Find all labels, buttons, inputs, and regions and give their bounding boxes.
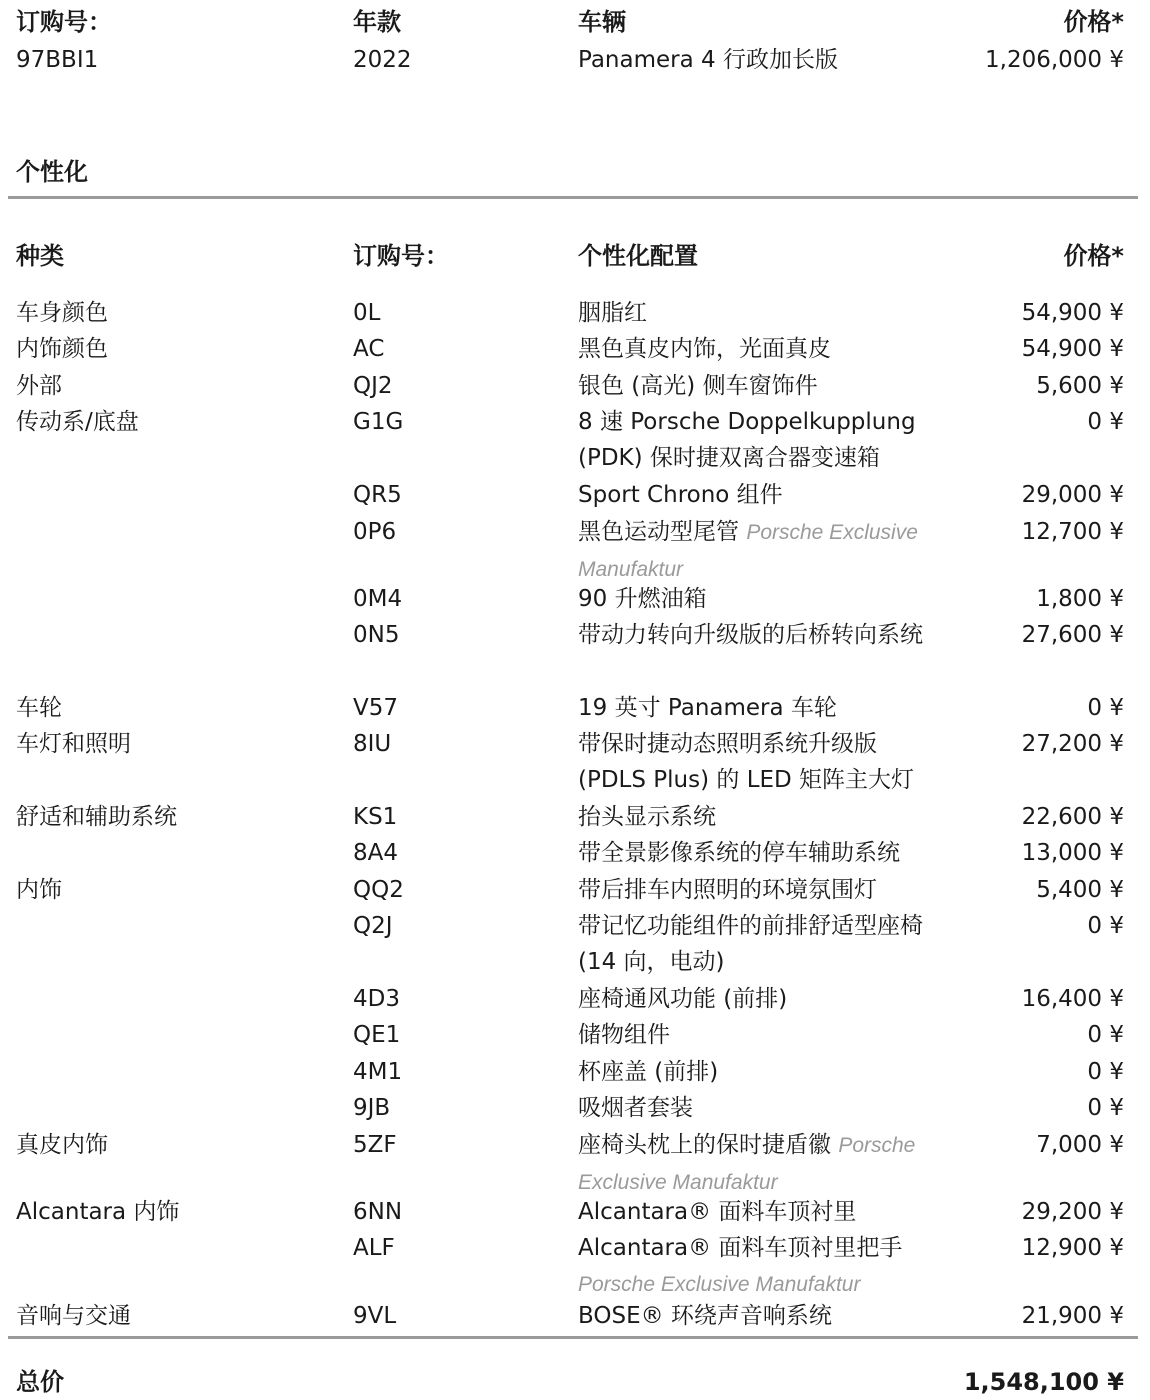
- row-price: 0 ¥: [1087, 1022, 1124, 1048]
- row-description-text: Sport Chrono 组件: [578, 482, 783, 508]
- col-header-price: 价格*: [1063, 242, 1124, 270]
- row-description: [578, 1194, 948, 1230]
- row-order-code: QE1: [353, 1022, 401, 1048]
- row-price: 27,600 ¥: [1021, 622, 1124, 648]
- row-description: [578, 1090, 948, 1126]
- row-description-text: 座椅通风功能 (前排): [578, 986, 788, 1012]
- row-description: [578, 295, 948, 331]
- section-title: 个性化: [16, 158, 88, 186]
- row-order-code: 8A4: [353, 840, 399, 866]
- row-category: 音响与交通: [16, 1303, 131, 1329]
- row-exclusive-note: Porsche Exclusive Manufaktur: [578, 1273, 861, 1296]
- row-order-code: AC: [353, 336, 385, 362]
- row-category: 车灯和照明: [16, 731, 131, 757]
- row-description-text: 储物组件: [578, 1022, 670, 1048]
- row-category: 内饰: [16, 877, 62, 903]
- row-description: [578, 1230, 948, 1303]
- row-description-text: 带保时捷动态照明系统升级版 (PDLS Plus) 的 LED 矩阵主大灯: [578, 731, 915, 793]
- row-description-text: Alcantara® 面料车顶衬里: [578, 1199, 857, 1225]
- row-description-text: 带动力转向升级版的后桥转向系统: [578, 622, 923, 648]
- row-order-code: G1G: [353, 409, 404, 435]
- row-price: 12,900 ¥: [1021, 1235, 1124, 1261]
- row-description-text: 19 英寸 Panamera 车轮: [578, 695, 837, 721]
- col-header-config: 个性化配置: [578, 242, 698, 270]
- header-vehicle: 车辆: [578, 8, 626, 36]
- row-price: 5,400 ¥: [1036, 877, 1124, 903]
- row-order-code: Q2J: [353, 913, 393, 939]
- row-order-code: QQ2: [353, 877, 404, 903]
- row-description-text: 90 升燃油箱: [578, 586, 707, 612]
- row-description: [578, 872, 948, 908]
- row-description: [578, 1054, 948, 1090]
- row-description: [578, 726, 948, 798]
- row-category: 车轮: [16, 695, 62, 721]
- row-price: 13,000 ¥: [1021, 840, 1124, 866]
- row-price: 0 ¥: [1087, 1059, 1124, 1085]
- row-category: 舒适和辅助系统: [16, 804, 177, 830]
- row-description: [578, 581, 948, 617]
- row-description: [578, 1017, 948, 1053]
- row-description-text: Alcantara® 面料车顶衬里把手: [578, 1235, 903, 1261]
- row-price: 21,900 ¥: [1021, 1303, 1124, 1329]
- row-order-code: 4M1: [353, 1059, 403, 1085]
- row-price: 7,000 ¥: [1036, 1132, 1124, 1158]
- row-description: [578, 368, 948, 404]
- row-order-code: 0P6: [353, 519, 397, 545]
- row-description-text: 抬头显示系统: [578, 804, 716, 830]
- header-year: 年款: [353, 8, 401, 36]
- order-number: 97BBI1: [16, 47, 99, 73]
- row-description-text: 8 速 Porsche Doppelkupplung (PDK) 保时捷双离合器变速箱: [578, 409, 916, 471]
- row-description: [578, 799, 948, 835]
- row-description: [578, 1298, 948, 1334]
- row-price: 5,600 ¥: [1036, 373, 1124, 399]
- row-order-code: 9JB: [353, 1095, 391, 1121]
- total-divider: [8, 1336, 1138, 1339]
- base-price: 1,206,000 ¥: [985, 47, 1124, 73]
- vehicle-name: Panamera 4 行政加长版: [578, 47, 838, 73]
- row-description: [578, 690, 948, 726]
- section-divider: [8, 196, 1138, 199]
- row-order-code: 4D3: [353, 986, 400, 1012]
- row-order-code: KS1: [353, 804, 398, 830]
- row-description-text: 黑色运动型尾管: [578, 519, 739, 545]
- row-description: [578, 1127, 953, 1201]
- model-year: 2022: [353, 47, 412, 73]
- total-label: 总价: [16, 1368, 64, 1396]
- row-price: 22,600 ¥: [1021, 804, 1124, 830]
- row-category: 外部: [16, 373, 62, 399]
- row-exclusive-note: Porsche Exclusive Manufaktur: [578, 1134, 916, 1194]
- row-description-text: 带后排车内照明的环境氛围灯: [578, 877, 877, 903]
- row-order-code: 8IU: [353, 731, 392, 757]
- row-description-text: 座椅头枕上的保时捷盾徽: [578, 1132, 831, 1158]
- col-header-order-no: 订购号：: [353, 242, 449, 270]
- row-price: 0 ¥: [1087, 1095, 1124, 1121]
- col-header-category: 种类: [16, 242, 64, 270]
- row-description-text: 银色 (高光) 侧车窗饰件: [578, 373, 818, 399]
- row-description-text: 带记忆功能组件的前排舒适型座椅 (14 向，电动): [578, 913, 923, 975]
- row-description: [578, 908, 948, 980]
- row-price: 0 ¥: [1087, 695, 1124, 721]
- row-description: [578, 835, 948, 871]
- row-description-text: 带全景影像系统的停车辅助系统: [578, 840, 900, 866]
- row-description: [578, 514, 938, 588]
- row-price: 0 ¥: [1087, 409, 1124, 435]
- row-description-text: BOSE® 环绕声音响系统: [578, 1303, 832, 1329]
- row-category: 传动系/底盘: [16, 409, 139, 435]
- row-order-code: 0N5: [353, 622, 400, 648]
- row-description-text: 黑色真皮内饰，光面真皮: [578, 336, 831, 362]
- row-category: 真皮内饰: [16, 1132, 108, 1158]
- row-description: [578, 981, 948, 1017]
- row-category: 内饰颜色: [16, 336, 108, 362]
- row-description-text: 胭脂红: [578, 300, 647, 326]
- row-price: 12,700 ¥: [1021, 519, 1124, 545]
- row-order-code: 0L: [353, 300, 381, 326]
- row-order-code: 5ZF: [353, 1132, 397, 1158]
- header-price: 价格*: [1063, 8, 1124, 36]
- row-order-code: V57: [353, 695, 399, 721]
- total-price: 1,548,100 ¥: [963, 1368, 1124, 1396]
- row-price: 1,800 ¥: [1036, 586, 1124, 612]
- row-description-text: 吸烟者套装: [578, 1095, 693, 1121]
- row-description: [578, 617, 948, 653]
- row-order-code: ALF: [353, 1235, 395, 1261]
- row-order-code: 0M4: [353, 586, 403, 612]
- row-category: Alcantara 内饰: [16, 1199, 180, 1225]
- row-price: 29,000 ¥: [1021, 482, 1124, 508]
- row-price: 16,400 ¥: [1021, 986, 1124, 1012]
- row-description-text: 杯座盖 (前排): [578, 1059, 719, 1085]
- row-description: [578, 404, 948, 476]
- row-price: 54,900 ¥: [1021, 300, 1124, 326]
- row-description: [578, 477, 948, 513]
- row-description: [578, 331, 948, 367]
- row-price: 27,200 ¥: [1021, 731, 1124, 757]
- row-price: 54,900 ¥: [1021, 336, 1124, 362]
- row-order-code: QJ2: [353, 373, 393, 399]
- row-order-code: QR5: [353, 482, 402, 508]
- row-order-code: 9VL: [353, 1303, 397, 1329]
- header-order-no: 订购号：: [16, 8, 112, 36]
- row-category: 车身颜色: [16, 300, 108, 326]
- row-order-code: 6NN: [353, 1199, 403, 1225]
- row-price: 0 ¥: [1087, 913, 1124, 939]
- row-price: 29,200 ¥: [1021, 1199, 1124, 1225]
- row-exclusive-note: Porsche Exclusive Manufaktur: [578, 521, 918, 581]
